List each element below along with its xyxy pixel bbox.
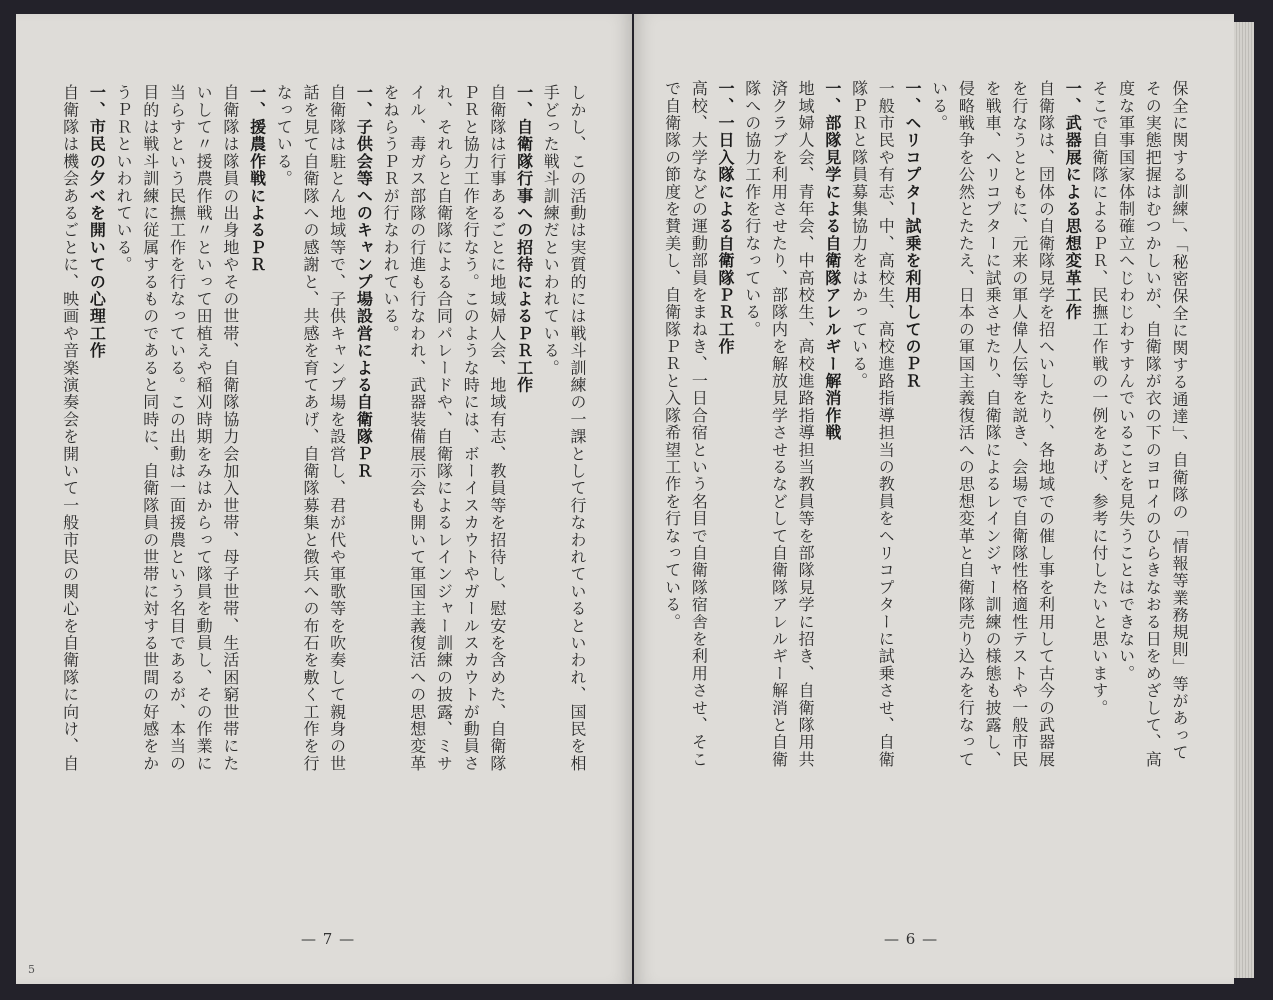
section-heading: 一、部隊見学による自衛隊アレルギー解消作戦 [822, 80, 842, 442]
left-page-text [54, 84, 590, 774]
body-paragraph: 地域婦人会、青年会、中高校生、高校進路指導担当教員等を部隊見学に招き、自衛隊用共済クラブを利用させたり、部隊内を解放見学させるなどして自衛隊アレルギー解消と自衛隊への協力工作を行なっている。 [742, 80, 816, 768]
page-number-right: — 6 — [884, 930, 939, 948]
page-number-left: — 7 — [301, 930, 356, 948]
section-heading: 一、市民の夕べを開いての心理工作 [87, 84, 107, 360]
section-heading: 一、ヘリコプター試乗を利用してのＰＲ [902, 80, 922, 390]
body-paragraph: 高校、大学などの運動部員をまねき、一日合宿という名目で自衛隊宿舎を利用させ、そこで自衛隊の節度を賛美し、自衛隊ＰＲと入隊希望工作を行なっている。 [662, 80, 709, 768]
left-page [16, 14, 632, 984]
body-paragraph: しかし、この活動は実質的には戦斗訓練の一課として行なわれているといわれ、国民を相手どった戦斗訓練だといわれている。 [541, 84, 587, 772]
corner-mark: 5 [28, 963, 35, 976]
section-heading: 一、自衛隊行事への招待によるＰＲ工作 [514, 84, 534, 394]
body-paragraph: 保全に関する訓練」、「秘密保全に関する通達」、自衛隊の「情報等業務規則」等があってその実態把握はむつかしいが、自衛隊が衣の下のヨロイのひらきなおる日をめざして、高度な軍事国家体制確立へじわじわすすんでいることを見失うことはできない。 [1116, 80, 1189, 768]
right-page [634, 14, 1234, 984]
right-page-text [662, 80, 1192, 770]
body-paragraph: そこで自衛隊によるＰＲ、民撫工作戦の一例をあげ、参考に付したいと思います。 [1089, 80, 1109, 717]
section-heading: 一、武器展による思想変革工作 [1063, 80, 1083, 321]
body-paragraph: 自衛隊は、団体の自衛隊見学を招へいしたり、各地域での催し事を利用して古今の武器展を行なうとともに、元来の軍人偉人伝等を説き、会場で自衛隊性格適性テストや一般市民を戦車、ヘリコプターに試乗させたり、自衛隊によるレインジャー訓練の様態も披露し、侵略戦争を公然とたたえ、日本の軍国主義復活への思想変革と自衛隊売り込みを行なっている。 [929, 80, 1056, 768]
body-paragraph: 一般市民や有志、中、高校生、高校進路指導担当の教員をヘリコプターに試乗させ、自衛隊ＰＲと隊員募集協力をはかっている。 [849, 80, 896, 768]
body-paragraph: 自衛隊は隊員の出身地やその世帯、自衛隊協力会加入世帯、母子世帯、生活困窮世帯にたいして〃援農作戦〃といって田植えや稲刈時期をみはからって隊員を動員し、その作業に当らすという民撫工作を行なっている。この出動は一面援農という名目であるが、本当の目的は戦斗訓練に従属するものであると同時に、自衛隊員の世帯に対する世間の好感をかうＰＲといわれている。 [114, 84, 240, 772]
body-paragraph: 自衛隊は駐とん地域等で、子供キャンプ場を設営し、君が代や軍歌等を吹奏して親身の世話を見て自衛隊への感謝と、共感を育てあげ、自衛隊募集と徴兵への布石を敷く工作を行なっている。 [274, 84, 347, 772]
body-paragraph: 自衛隊は機会あるごとに、映画や音楽演奏会を開いて一般市民の関心を自衛隊に向け、自 [60, 84, 80, 772]
page-edges [1234, 22, 1254, 978]
section-heading: 一、子供会等へのキャンプ場設営による自衛隊ＰＲ [354, 84, 374, 480]
section-heading: 一、援農作戦によるＰＲ [247, 84, 267, 274]
body-paragraph: 自衛隊は行事あるごとに地域婦人会、地域有志、教員等を招待し、慰安を含めた、自衛隊ＰＲと協力工作を行なう。このような時には、ボーイスカウトやガールスカウトが動員され、それらと自衛隊による合同パレードや、自衛隊によるレインジャー訓練の披露、ミサイル、毒ガス部隊の行進も行なわれ、武器装備展示会も開いて軍国主義復活への思想変革をねらうＰＲが行なわれている。 [381, 84, 507, 772]
section-heading: 一、一日入隊による自衛隊ＰＲ工作 [716, 80, 736, 356]
